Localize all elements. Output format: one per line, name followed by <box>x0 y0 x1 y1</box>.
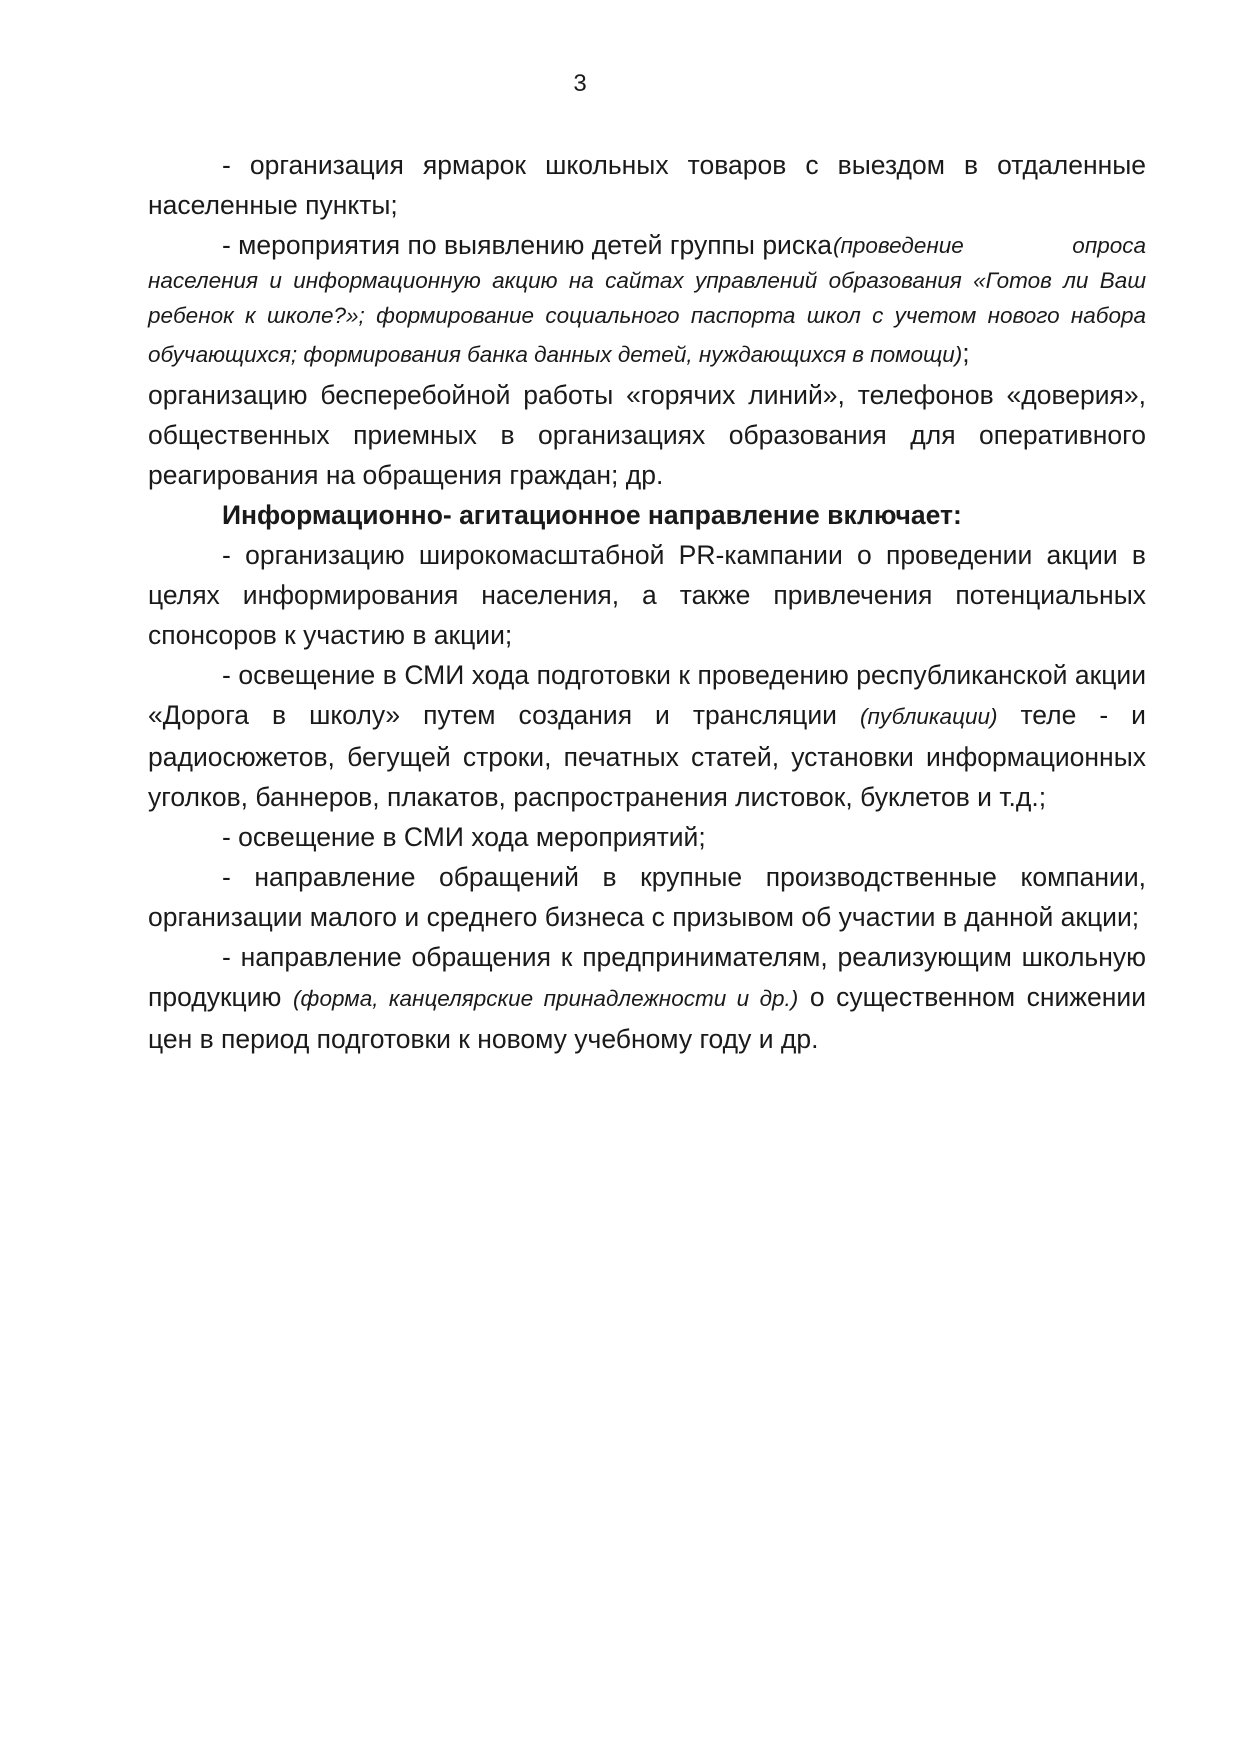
entrepreneurs-tail: о существенном снижении цен в период подготовки к новому учебному году и др. <box>148 982 1146 1054</box>
section-heading: Информационно- агитационное направление включает: <box>222 500 962 530</box>
paragraph-pr-campaign: - организацию широкомасштабной PR-кампании о проведении акции в целях информирования населения, а также привлечения потенциальных спонсоров к участию в акции; <box>148 540 1146 650</box>
document-body <box>148 145 1146 1059</box>
risk-group-note-text: (проведение опроса населения и информационную акцию на сайтах управлений образования «Готов ли Ваш ребенок к школе?»; формирование социального паспорта школ с учетом нового набора обучающихся; формирования банка данных детей, нуждающихся в помощи) <box>148 233 1146 367</box>
risk-group-tail: ; <box>962 338 970 368</box>
paragraph-media-coverage <box>148 655 1146 817</box>
paragraph-business-appeals: - направление обращений в крупные производственные компании, организации малого и среднего бизнеса с призывом об участии в данной акции; <box>148 862 1146 932</box>
entrepreneurs-note: (форма, канцелярские принадлежности и др.) <box>292 986 799 1011</box>
paragraph-media-events: - освещение в СМИ хода мероприятий; <box>222 822 706 852</box>
media-coverage-lead: - освещение в СМИ хода подготовки к проведению республиканской акции «Дорога в школу» путем создания и трансляции <box>148 660 1146 730</box>
media-coverage-tail: теле - и радиосюжетов, бегущей строки, печатных статей, установки информационных уголков, баннеров, плакатов, распространения листовок, буклетов и т.д.; <box>148 700 1146 812</box>
paragraph-entrepreneurs <box>148 937 1146 1059</box>
page-number: 3 <box>573 70 587 97</box>
media-coverage-note: (публикации) <box>859 704 998 729</box>
paragraph-fairs: - организация ярмарок школьных товаров с выездом в отдаленные населенные пункты; <box>148 150 1146 220</box>
entrepreneurs-lead: - направление обращения к предпринимателям, реализующим школьную продукцию <box>148 942 1146 1012</box>
paragraph-hotlines: организацию бесперебойной работы «горячих линий», телефонов «доверия», общественных приемных в организациях образования для оперативного реагирования на обращения граждан; др. <box>148 380 1146 490</box>
risk-group-lead-text: - мероприятия по выявлению детей группы риска <box>222 230 833 260</box>
